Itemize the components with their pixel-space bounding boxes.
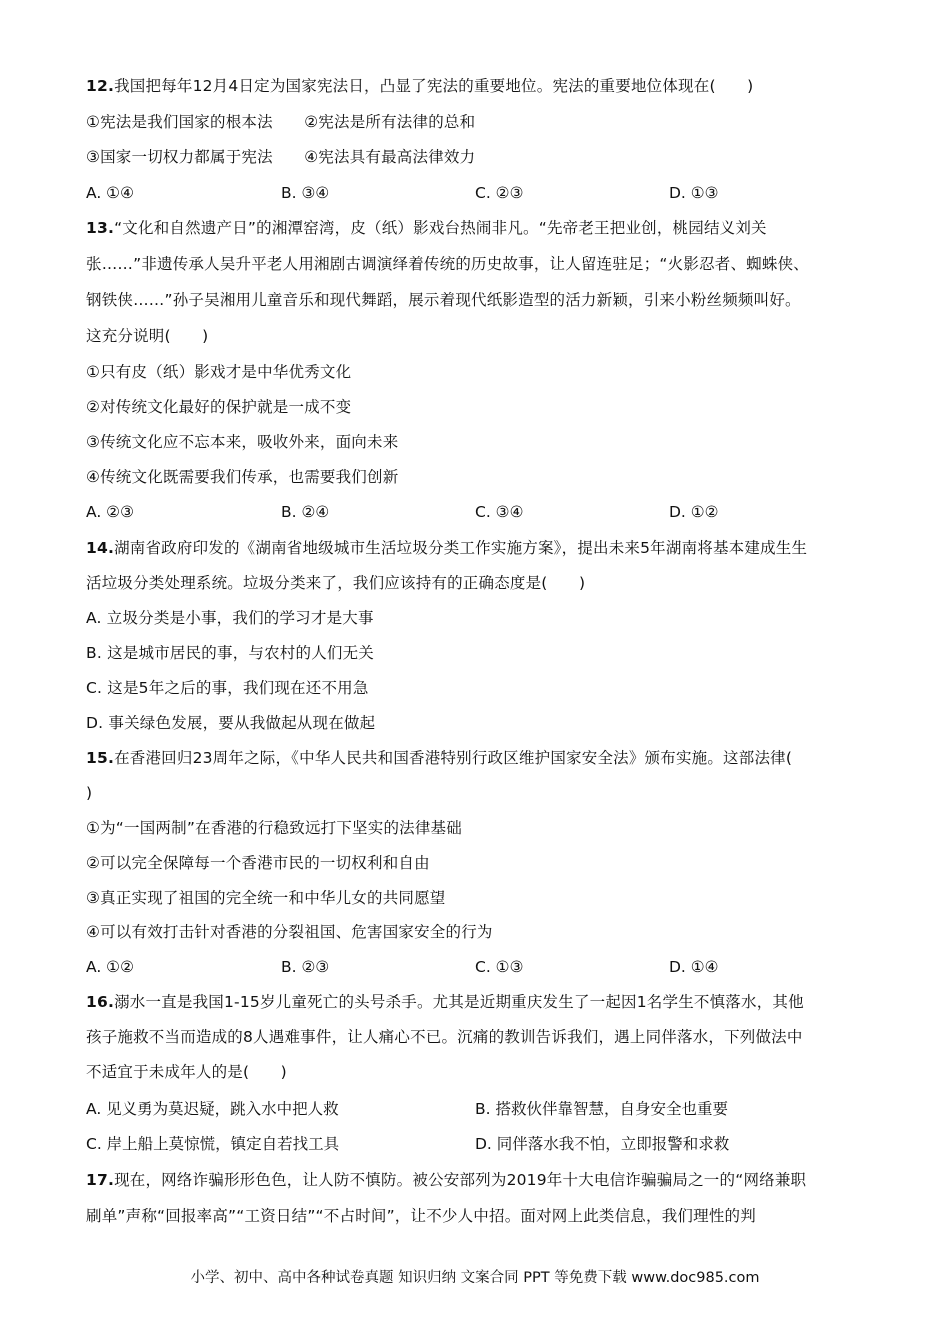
question-15-choice-a: A. ①② (86, 958, 134, 976)
question-13-choice-b: B. ②④ (281, 503, 330, 521)
question-13-statement: ①只有皮（纸）影戏才是中华优秀文化 (86, 363, 352, 381)
question-14-choice-b: B. 这是城市居民的事，与农村的人们无关 (86, 644, 374, 662)
question-14-choice-d: D. 事关绿色发展，要从我做起从现在做起 (86, 714, 376, 732)
question-13-stem: 13.“文化和自然遗产日”的湘潭窑湾，皮（纸）影戏台热闹非凡。“先帝老王把业创，桃园结义刘关 (86, 219, 767, 237)
question-14-stem-line: 活垃圾分类处理系统。垃圾分类来了，我们应该持有的正确态度是( ) (86, 574, 586, 592)
question-12-statement: ③国家一切权力都属于宪法 ④宪法具有最高法律效力 (86, 148, 476, 166)
question-16-stem-line: 不适宜于未成年人的是( ) (86, 1063, 287, 1081)
question-17-stem: 17.现在，网络诈骗形形色色，让人防不慎防。被公安部列为2019年十大电信诈骗骗局之一的“网络兼职 (86, 1171, 807, 1189)
question-16-choice-d: D. 同伴落水我不怕，立即报警和求救 (475, 1135, 730, 1153)
question-12-choice-c: C. ②③ (475, 184, 524, 202)
question-16-choice-a: A. 见义勇为莫迟疑，跳入水中把人救 (86, 1100, 339, 1118)
question-15-statement: ④可以有效打击针对香港的分裂祖国、危害国家安全的行为 (86, 923, 493, 941)
question-15-stem: 15.在香港回归23周年之际，《中华人民共和国香港特别行政区维护国家安全法》颁布实施。这部法律( (86, 749, 793, 767)
question-12-choice-d: D. ①③ (669, 184, 719, 202)
question-13-choice-d: D. ①② (669, 503, 719, 521)
question-16-stem: 16.溺水一直是我国1-15岁儿童死亡的头号杀手。尤其是近期重庆发生了一起因1名学生不慎落水，其他 (86, 993, 804, 1011)
page-footer: 小学、初中、高中各种试卷真题 知识归纳 文案合同 PPT 等免费下载 www.doc985.com (190, 1270, 760, 1286)
question-13-statement: ②对传统文化最好的保护就是一成不变 (86, 398, 352, 416)
question-13-choice-a: A. ②③ (86, 503, 134, 521)
question-13-stem-line: 钢铁侠……”孙子吴湘用儿童音乐和现代舞蹈，展示着现代纸影造型的活力新颖，引来小粉丝频频叫好。 (86, 291, 801, 309)
question-12-stem: 12.我国把每年12月4日定为国家宪法日，凸显了宪法的重要地位。宪法的重要地位体现在( ) (86, 77, 754, 95)
question-12-choice-a: A. ①④ (86, 184, 134, 202)
question-15-statement: ①为“一国两制”在香港的行稳致远打下坚实的法律基础 (86, 819, 462, 837)
question-13-choice-c: C. ③④ (475, 503, 524, 521)
question-15-choice-b: B. ②③ (281, 958, 330, 976)
question-15-stem-line: ) (86, 784, 93, 802)
question-16-choice-c: C. 岸上船上莫惊慌，镇定自若找工具 (86, 1135, 340, 1153)
question-15-choice-c: C. ①③ (475, 958, 524, 976)
question-15-statement: ③真正实现了祖国的完全统一和中华儿女的共同愿望 (86, 889, 446, 907)
question-12-statement: ①宪法是我们国家的根本法 ②宪法是所有法律的总和 (86, 113, 476, 131)
question-13-stem-line: 张……”非遗传承人吴升平老人用湘剧古调演绎着传统的历史故事，让人留连驻足；“火影忍者、蜘蛛侠、 (86, 255, 809, 273)
question-16-choice-b: B. 搭救伙伴靠智慧，自身安全也重要 (475, 1100, 728, 1118)
question-15-choice-d: D. ①④ (669, 958, 719, 976)
question-13-statement: ④传统文化既需要我们传承，也需要我们创新 (86, 468, 399, 486)
question-14-stem: 14.湖南省政府印发的《湖南省地级城市生活垃圾分类工作实施方案》，提出未来5年湖南将基本建成生生 (86, 539, 808, 557)
question-16-stem-line: 孩子施救不当而造成的8人遇难事件，让人痛心不已。沉痛的教训告诉我们，遇上同伴落水，下列做法中 (86, 1028, 803, 1046)
question-13-stem-line: 这充分说明( ) (86, 327, 209, 345)
question-14-choice-a: A. 立圾分类是小事，我们的学习才是大事 (86, 609, 374, 627)
question-17-stem-line: 刷单”声称“回报率高”“工资日结”“不占时间”，让不少人中招。面对网上此类信息，我们理性的判 (86, 1207, 756, 1225)
question-13-statement: ③传统文化应不忘本来，吸收外来，面向未来 (86, 433, 399, 451)
question-12-choice-b: B. ③④ (281, 184, 330, 202)
question-15-statement: ②可以完全保障每一个香港市民的一切权利和自由 (86, 854, 430, 872)
question-14-choice-c: C. 这是5年之后的事，我们现在还不用急 (86, 679, 369, 697)
